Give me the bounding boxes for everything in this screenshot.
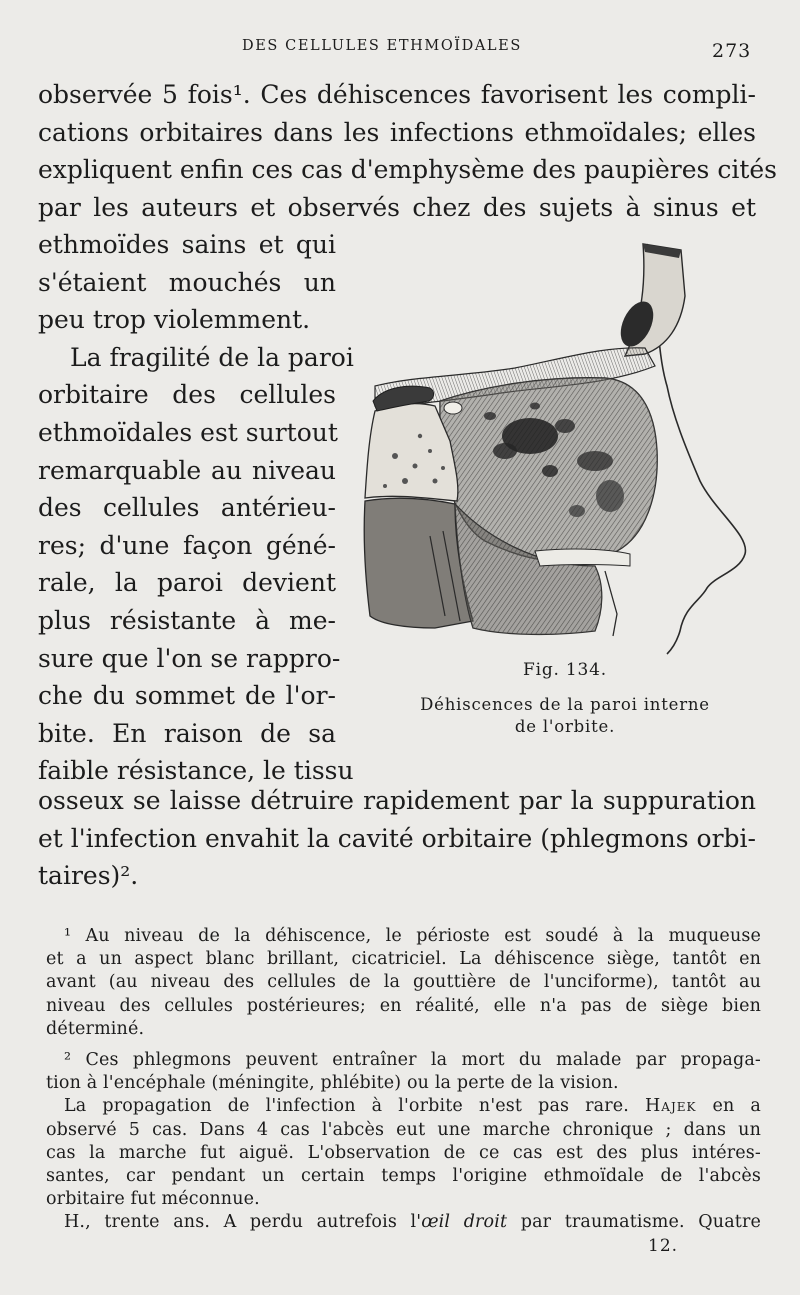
footnote-text: La propagation de l'infection à l'orbite n'est pas rare.	[64, 1096, 630, 1117]
body-line: plus résistante à me-	[38, 605, 336, 635]
footnotes	[46, 925, 761, 1235]
orbit-illustration	[355, 236, 760, 656]
body-line: remarquable au niveau	[38, 455, 336, 485]
footnote-italic: œil droit	[421, 1212, 508, 1233]
footnote-line: ² Ces phlegmons peuvent entraîner la mort du malade par propaga-	[64, 1050, 761, 1071]
footnote-text: par traumatisme. Quatre	[507, 1212, 761, 1233]
footnote-line: déterminé.	[46, 1018, 145, 1039]
paragraph-bottom	[38, 782, 760, 895]
body-line: che du sommet de l'or-	[38, 681, 336, 711]
footnote-line: niveau des cellules postérieures; en réalité, elle n'a pas de siège bien	[46, 995, 761, 1016]
footnote-line: observé 5 cas. Dans 4 cas l'abcès eut une marche chronique ; dans un	[46, 1119, 761, 1140]
body-line: expliquent enfin ces cas d'emphysème des paupières cités	[38, 155, 778, 184]
author-name: Hajek	[645, 1096, 697, 1117]
footnote-line: santes, car pendant un certain temps l'origine ethmoïdale de l'abcès	[46, 1166, 761, 1187]
paragraph-top	[38, 76, 778, 226]
figure-number: Fig. 134.	[523, 660, 607, 680]
figure-caption	[370, 694, 760, 738]
body-line: des cellules antérieu-	[38, 493, 336, 523]
footnote-line: orbitaire fut méconnue.	[46, 1189, 260, 1210]
body-line: s'étaient mouchés un	[38, 267, 336, 297]
body-line: res; d'une façon géné-	[38, 530, 336, 560]
body-line: ethmoïdes sains et qui	[38, 230, 336, 259]
body-line: par les auteurs et observés chez des sujets à sinus et	[38, 192, 756, 222]
body-line: ethmoïdales est surtout	[38, 417, 338, 447]
footnote-line	[46, 1211, 761, 1234]
figure-caption-line: Déhiscences de la paroi interne	[420, 695, 710, 714]
footnote-line: ¹ Au niveau de la déhiscence, le périoste est soudé à la muqueuse	[64, 926, 761, 946]
footnote-line	[46, 1095, 761, 1118]
body-line: cations orbitaires dans les infections ethmoïdales; elles	[38, 117, 756, 147]
footnote-text: H., trente ans. A perdu autrefois l'	[64, 1212, 422, 1233]
body-line: et l'infection envahit la cavité orbitaire (phlegmons orbi-	[38, 823, 756, 853]
body-line: La fragilité de la paroi	[70, 342, 354, 372]
body-line: sure que l'on se rappro-	[38, 643, 341, 673]
body-line: rale, la paroi devient	[38, 568, 336, 598]
paragraph-wrapped	[38, 226, 354, 790]
body-line: observée 5 fois¹. Ces déhiscences favorisent les compli-	[38, 80, 756, 109]
body-line: osseux se laisse détruire rapidement par la suppuration	[38, 786, 756, 815]
body-line: orbitaire des cellules	[38, 380, 336, 410]
footnote-text: en a	[712, 1096, 761, 1117]
body-line: taires)².	[38, 861, 139, 890]
running-head	[0, 38, 780, 62]
signature-mark: 12.	[648, 1236, 679, 1256]
figure-caption-line: de l'orbite.	[514, 717, 616, 736]
body-line: peu trop violemment.	[38, 305, 311, 335]
running-title: DES CELLULES ETHMOÏDALES	[242, 38, 522, 54]
body-line: faible résistance, le tissu	[38, 756, 354, 786]
anatomical-figure	[355, 236, 760, 656]
footnote-line: tion à l'encéphale (méningite, phlébite) ou la perte de la vision.	[46, 1073, 619, 1094]
footnote-line: avant (au niveau des cellules de la gouttière de l'unciforme), tantôt au	[46, 972, 761, 993]
page-number: 273	[712, 40, 752, 62]
footnote-line: cas la marche fut aiguë. L'observation de ce cas est des plus intéres-	[46, 1142, 761, 1163]
body-line: bite. En raison de sa	[38, 718, 336, 748]
footnote-line: et a un aspect blanc brillant, cicatriciel. La déhiscence siège, tantôt en	[46, 949, 761, 970]
